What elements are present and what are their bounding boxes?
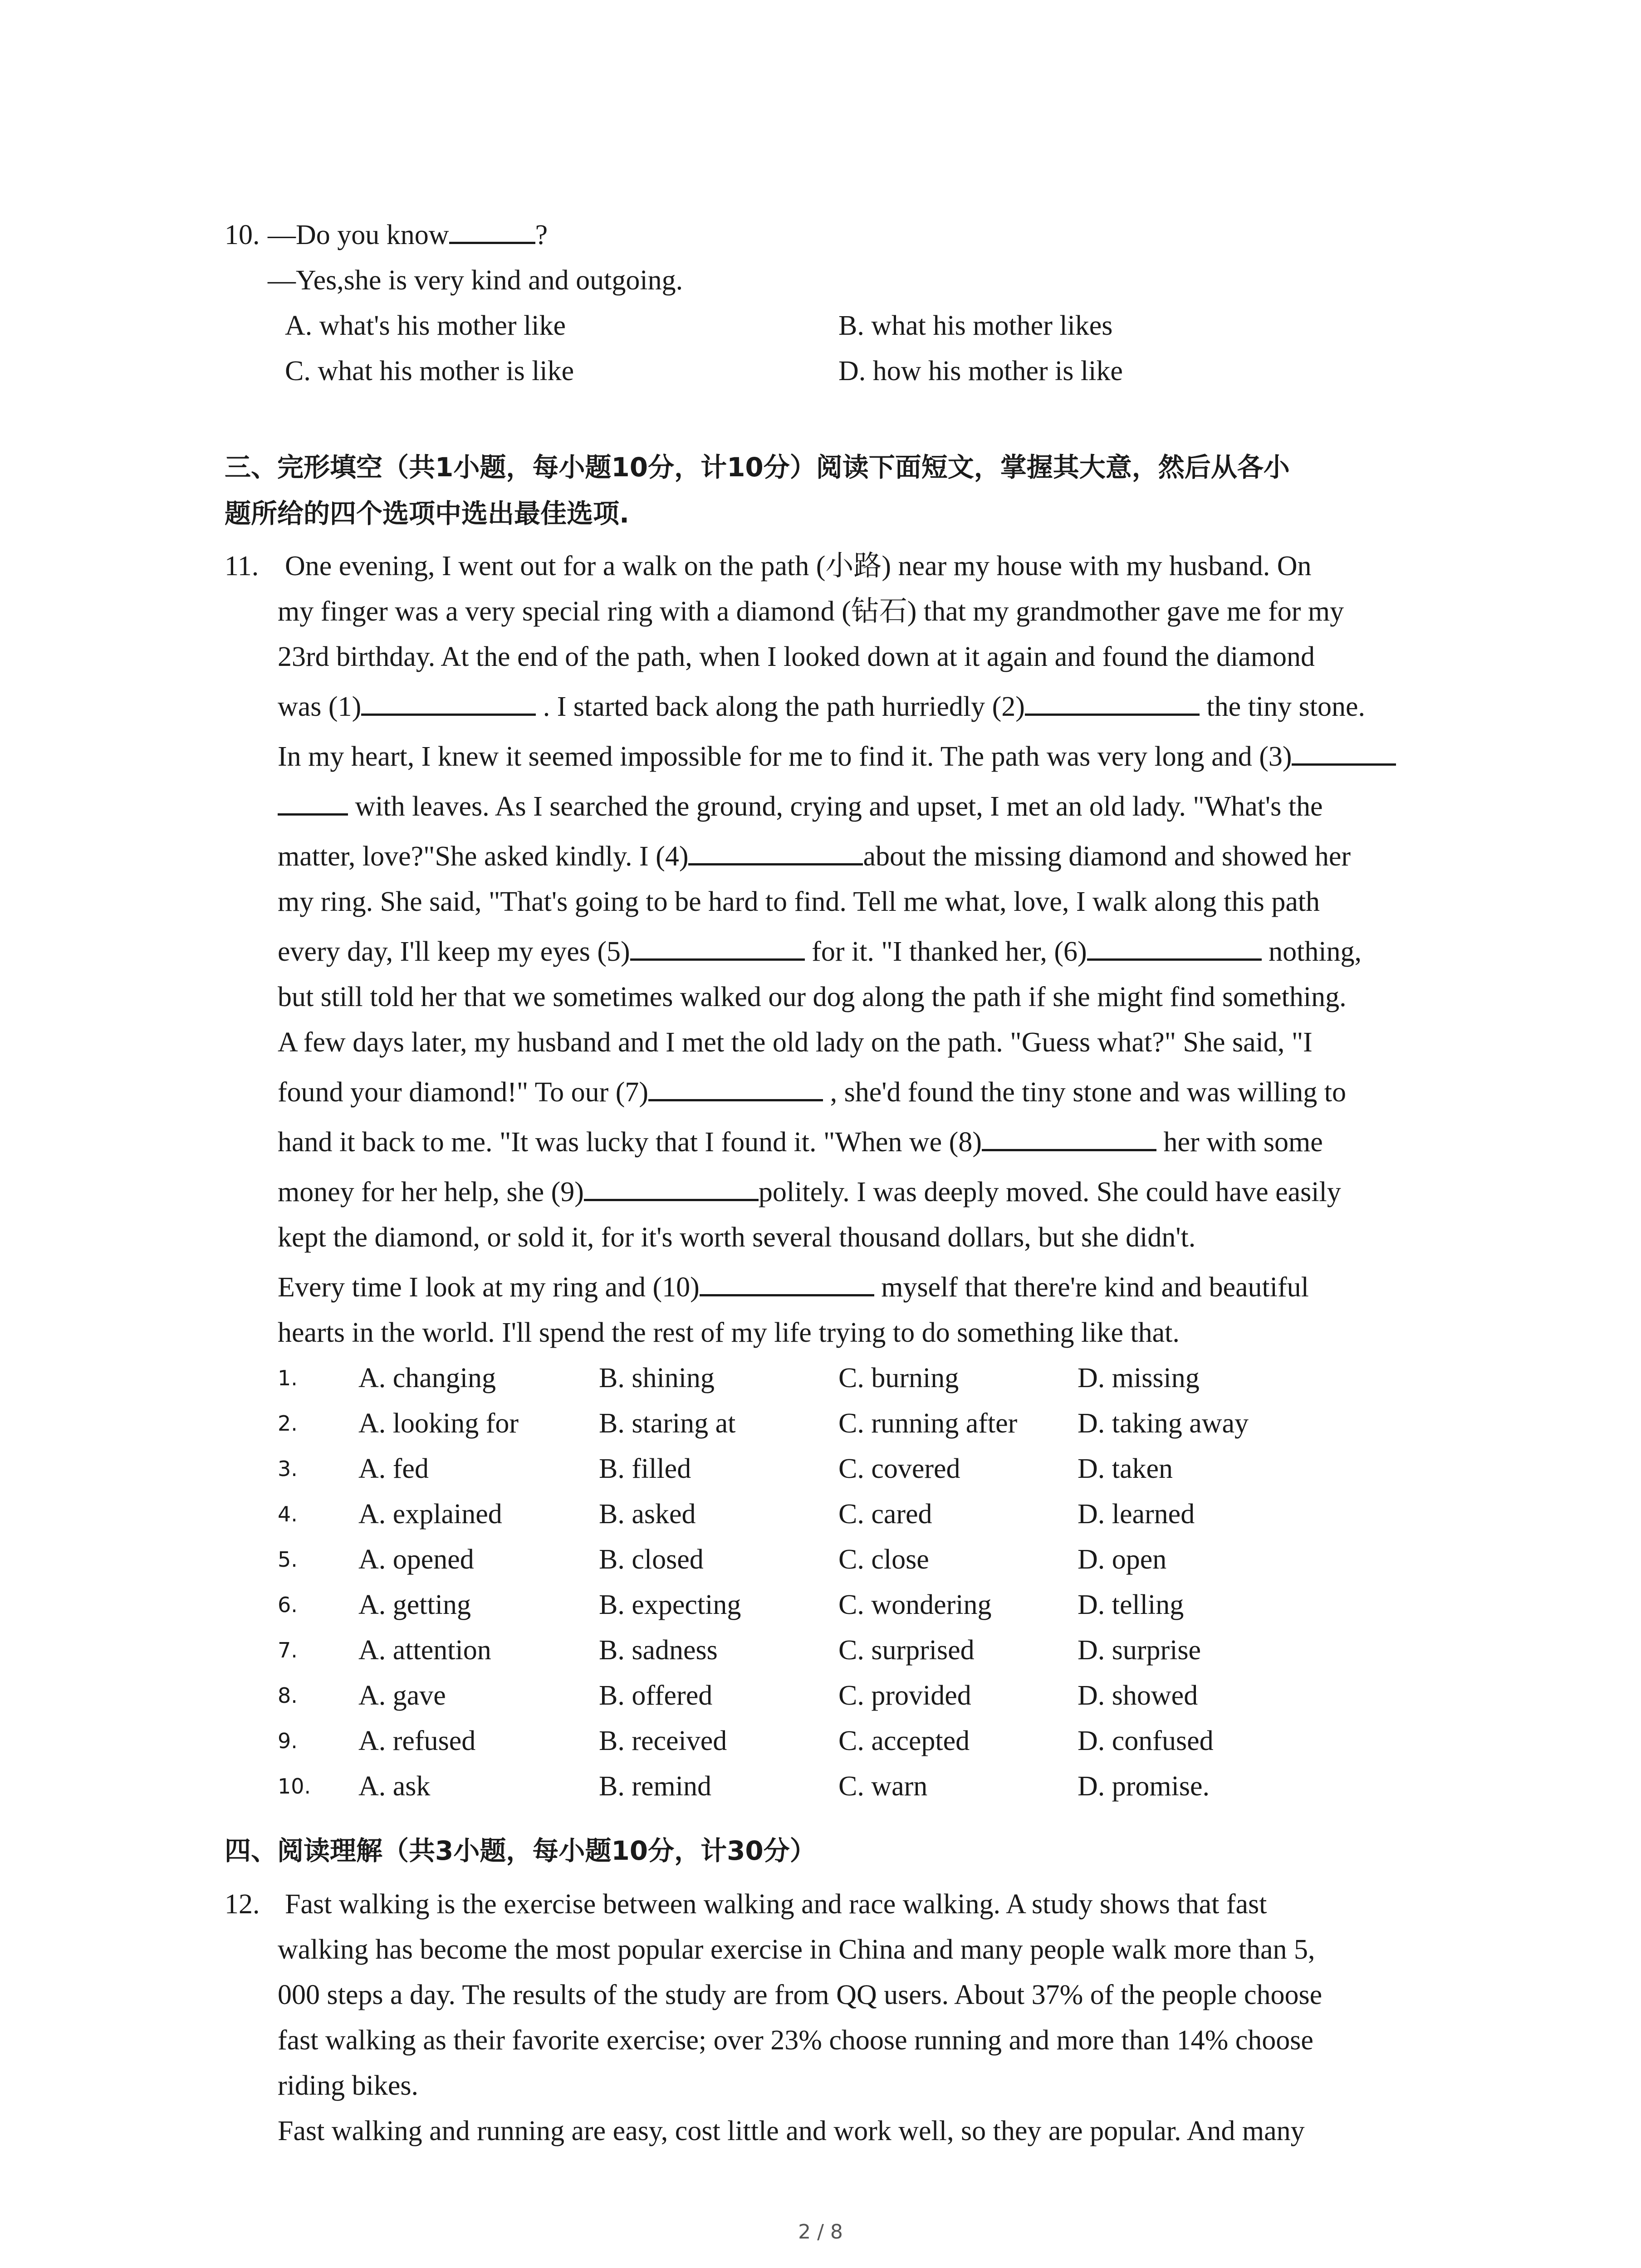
section-4-heading: 四、阅读理解（共3小题，每小题10分，计30分） bbox=[225, 1835, 816, 1866]
passage-line bbox=[278, 1169, 1341, 1215]
blank-3-continued bbox=[278, 786, 348, 816]
passage-line bbox=[278, 684, 1365, 730]
blank-8 bbox=[982, 1122, 1156, 1151]
choice-option-d: D. confused bbox=[1078, 1725, 1214, 1756]
choice-option-d: D. taken bbox=[1078, 1453, 1173, 1484]
passage-text: money for her help, she (9) bbox=[278, 1177, 584, 1207]
choice-option-b: B. closed bbox=[599, 1544, 704, 1575]
blank-2 bbox=[1025, 686, 1200, 716]
passage-line: Fast walking is the exercise between walking and race walking. A study shows that fast bbox=[285, 1889, 1267, 1920]
passage-line bbox=[278, 1119, 1323, 1165]
blank-5 bbox=[630, 931, 805, 961]
passage-text: nothing, bbox=[1269, 936, 1362, 967]
passage-line bbox=[278, 784, 1323, 830]
choice-option-a: A. opened bbox=[358, 1544, 474, 1575]
choice-option-b: B. filled bbox=[599, 1453, 691, 1484]
passage-text: politely. I was deeply moved. She could have easily bbox=[758, 1177, 1341, 1207]
choice-option-c: C. wondering bbox=[838, 1589, 992, 1620]
choice-option-c: C. accepted bbox=[838, 1725, 970, 1756]
passage-line: One evening, I went out for a walk on the path (小路) near my house with my husband. On bbox=[285, 551, 1312, 582]
question-10-option-d: D. how his mother is like bbox=[838, 356, 1123, 386]
passage-line bbox=[278, 734, 1396, 780]
passage-line bbox=[278, 929, 1362, 975]
question-10-prompt bbox=[268, 212, 548, 258]
choice-option-a: A. fed bbox=[358, 1453, 429, 1484]
choice-option-b: B. asked bbox=[599, 1499, 696, 1530]
passage-line: my finger was a very special ring with a diamond (钻石) that my grandmother gave me for my bbox=[278, 596, 1344, 627]
passage-line bbox=[278, 834, 1351, 880]
choice-option-a: A. ask bbox=[358, 1771, 431, 1802]
question-10-option-c: C. what his mother is like bbox=[285, 356, 574, 386]
choice-option-d: D. promise. bbox=[1078, 1771, 1210, 1802]
blank-4 bbox=[688, 836, 863, 865]
choice-option-c: C. provided bbox=[838, 1680, 971, 1711]
choice-option-d: D. taking away bbox=[1078, 1408, 1249, 1439]
question-11-number: 11. bbox=[225, 551, 259, 582]
choice-row-number: 6. bbox=[278, 1593, 298, 1617]
choice-option-d: D. showed bbox=[1078, 1680, 1198, 1711]
choice-option-b: B. shining bbox=[599, 1363, 715, 1393]
choice-option-d: D. surprise bbox=[1078, 1635, 1201, 1666]
passage-text: matter, love?"She asked kindly. I (4) bbox=[278, 841, 689, 872]
choice-row-number: 9. bbox=[278, 1729, 298, 1753]
passage-text: found your diamond!" To our (7) bbox=[278, 1077, 649, 1108]
choice-row-number: 5. bbox=[278, 1547, 298, 1572]
passage-line: my ring. She said, "That's going to be hard to find. Tell me what, love, I walk along this path bbox=[278, 886, 1320, 917]
passage-line bbox=[278, 1070, 1346, 1115]
question-10-option-a: A. what's his mother like bbox=[285, 310, 566, 341]
passage-line: 000 steps a day. The results of the study are from QQ users. About 37% of the people choose bbox=[278, 1980, 1323, 2010]
blank-3 bbox=[1292, 736, 1396, 766]
choice-option-a: A. getting bbox=[358, 1589, 471, 1620]
question-10-option-b: B. what his mother likes bbox=[838, 310, 1113, 341]
choice-option-d: D. learned bbox=[1078, 1499, 1195, 1530]
question-10-prompt-text: —Do you know bbox=[268, 220, 449, 250]
question-10-number: 10. bbox=[225, 220, 260, 250]
blank-10 bbox=[700, 1267, 874, 1296]
page-number: 2 / 8 bbox=[798, 2220, 843, 2244]
choice-row-number: 2. bbox=[278, 1411, 298, 1436]
passage-text: hand it back to me. "It was lucky that I found it. "When we (8) bbox=[278, 1127, 982, 1158]
choice-row-number: 3. bbox=[278, 1457, 298, 1481]
section-3-heading-line-1: 三、完形填空（共1小题，每小题10分，计10分）阅读下面短文，掌握其大意，然后从各小 bbox=[225, 452, 1290, 483]
blank-9 bbox=[584, 1172, 759, 1201]
question-10-reply: —Yes,she is very kind and outgoing. bbox=[268, 265, 683, 296]
choice-option-d: D. telling bbox=[1078, 1589, 1184, 1620]
question-12-number: 12. bbox=[225, 1889, 260, 1920]
choice-option-b: B. received bbox=[599, 1725, 727, 1756]
passage-text: about the missing diamond and showed her bbox=[863, 841, 1351, 872]
choice-option-b: B. remind bbox=[599, 1771, 711, 1802]
choice-option-c: C. surprised bbox=[838, 1635, 975, 1666]
choice-option-a: A. looking for bbox=[358, 1408, 519, 1439]
choice-option-a: A. refused bbox=[358, 1725, 476, 1756]
choice-option-b: B. expecting bbox=[599, 1589, 741, 1620]
passage-text: was (1) bbox=[278, 691, 362, 722]
section-3-heading-line-2: 题所给的四个选项中选出最佳选项. bbox=[225, 498, 630, 529]
passage-text: the tiny stone. bbox=[1206, 691, 1366, 722]
passage-text: Every time I look at my ring and (10) bbox=[278, 1272, 700, 1303]
passage-line: Fast walking and running are easy, cost little and work well, so they are popular. And many bbox=[278, 2116, 1305, 2146]
choice-option-b: B. sadness bbox=[599, 1635, 718, 1666]
passage-text: for it. "I thanked her, (6) bbox=[812, 936, 1087, 967]
passage-line: fast walking as their favorite exercise; over 23% choose running and more than 14% choose bbox=[278, 2025, 1313, 2056]
blank-6 bbox=[1087, 931, 1262, 961]
passage-text: with leaves. As I searched the ground, crying and upset, I met an old lady. "What's the bbox=[355, 791, 1323, 822]
passage-line: 23rd birthday. At the end of the path, when I looked down at it again and found the diamond bbox=[278, 641, 1315, 672]
choice-option-a: A. attention bbox=[358, 1635, 491, 1666]
passage-text: myself that there're kind and beautiful bbox=[881, 1272, 1309, 1303]
choice-option-a: A. gave bbox=[358, 1680, 446, 1711]
choice-option-c: C. covered bbox=[838, 1453, 960, 1484]
passage-line bbox=[278, 1265, 1309, 1310]
choice-option-b: B. staring at bbox=[599, 1408, 736, 1439]
choice-option-c: C. warn bbox=[838, 1771, 928, 1802]
passage-line: riding bikes. bbox=[278, 2070, 418, 2101]
blank-7 bbox=[648, 1072, 823, 1101]
choice-row-number: 1. bbox=[278, 1366, 298, 1390]
choice-option-c: C. burning bbox=[838, 1363, 959, 1393]
passage-line: A few days later, my husband and I met the old lady on the path. "Guess what?" She said, "I bbox=[278, 1027, 1313, 1058]
choice-row-number: 8. bbox=[278, 1683, 298, 1708]
choice-option-d: D. open bbox=[1078, 1544, 1167, 1575]
passage-text: every day, I'll keep my eyes (5) bbox=[278, 936, 630, 967]
answer-blank bbox=[449, 215, 535, 244]
passage-text: In my heart, I knew it seemed impossible for me to find it. The path was very long and (3) bbox=[278, 741, 1292, 772]
choice-option-b: B. offered bbox=[599, 1680, 713, 1711]
passage-line: hearts in the world. I'll spend the rest of my life trying to do something like that. bbox=[278, 1317, 1180, 1348]
question-10-prompt-end: ? bbox=[535, 220, 548, 250]
passage-line: walking has become the most popular exercise in China and many people walk more than 5, bbox=[278, 1934, 1315, 1965]
choice-option-a: A. explained bbox=[358, 1499, 502, 1530]
choice-option-c: C. running after bbox=[838, 1408, 1018, 1439]
choice-row-number: 7. bbox=[278, 1638, 298, 1662]
passage-text: . I started back along the path hurriedly (2) bbox=[543, 691, 1025, 722]
choice-option-d: D. missing bbox=[1078, 1363, 1200, 1393]
passage-text: , she'd found the tiny stone and was willing to bbox=[830, 1077, 1346, 1108]
choice-row-number: 4. bbox=[278, 1502, 298, 1526]
passage-text: her with some bbox=[1163, 1127, 1323, 1158]
passage-line: kept the diamond, or sold it, for it's worth several thousand dollars, but she didn't. bbox=[278, 1222, 1196, 1253]
choice-option-c: C. cared bbox=[838, 1499, 932, 1530]
blank-1 bbox=[361, 686, 536, 716]
passage-line: but still told her that we sometimes walked our dog along the path if she might find something. bbox=[278, 982, 1347, 1012]
choice-option-c: C. close bbox=[838, 1544, 929, 1575]
choice-row-number: 10. bbox=[278, 1774, 311, 1799]
choice-option-a: A. changing bbox=[358, 1363, 496, 1393]
